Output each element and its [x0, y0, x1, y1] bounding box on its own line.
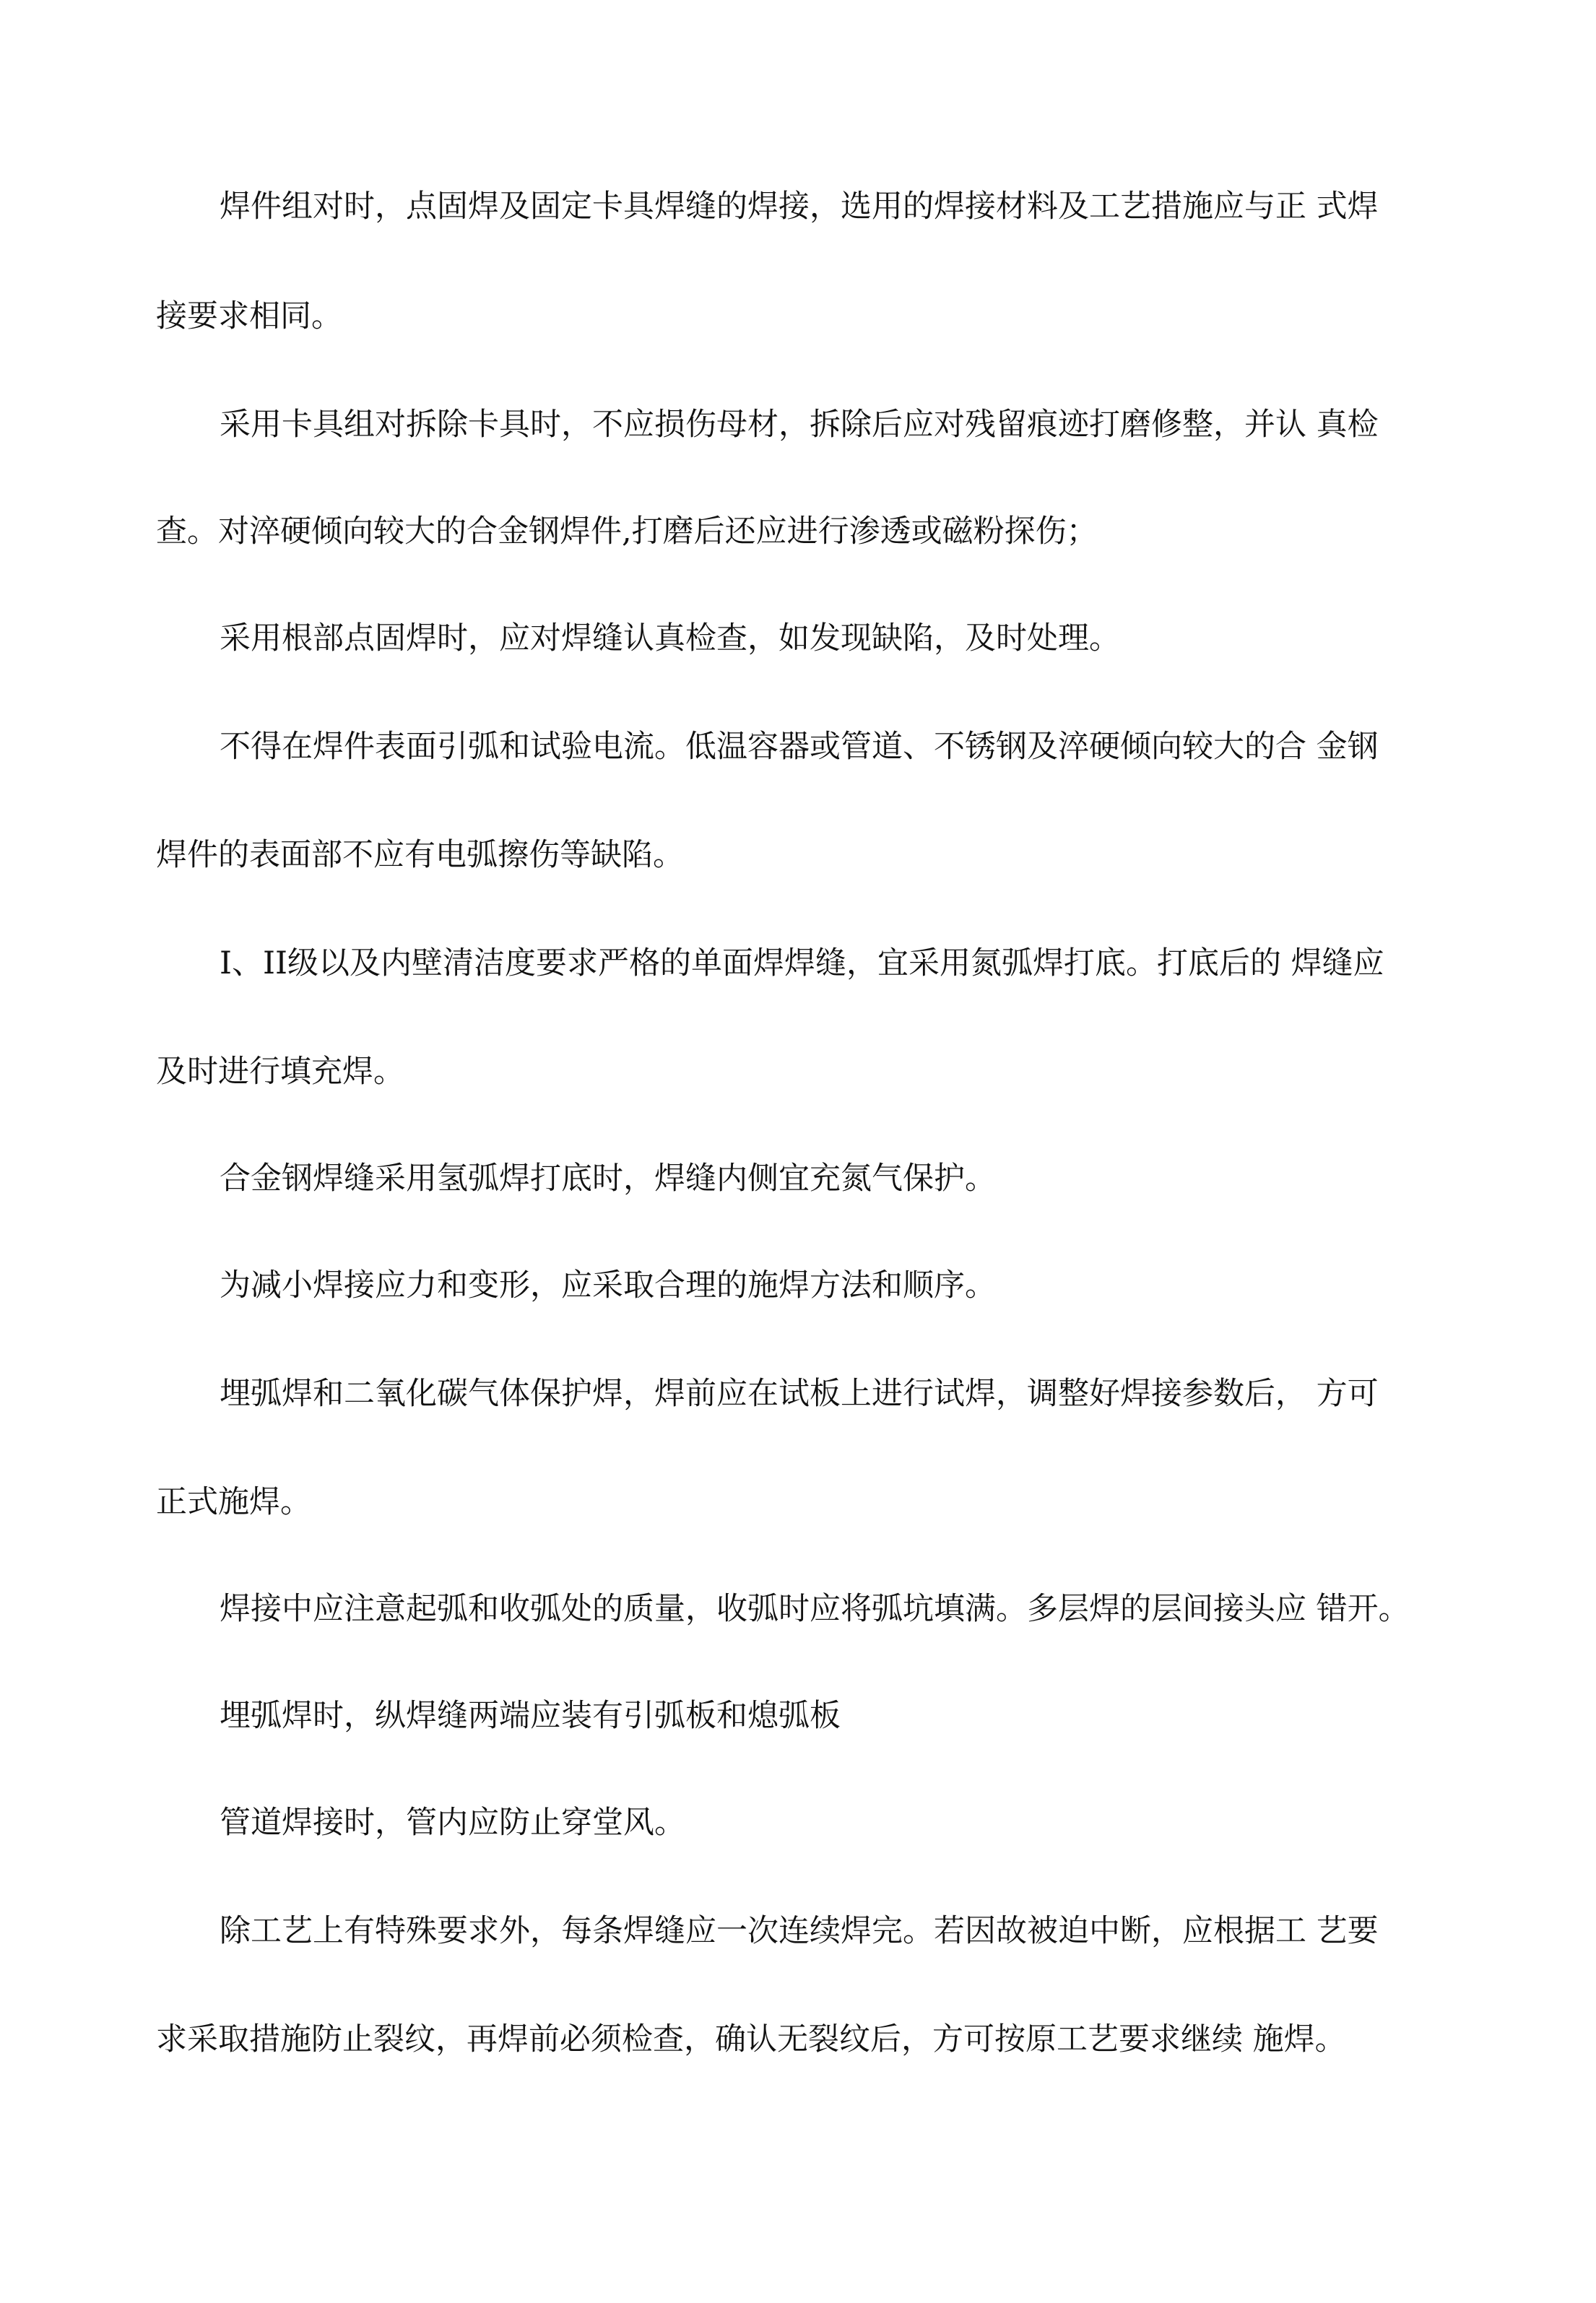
paragraph-1-line-2: 接要求相同。 — [156, 298, 342, 334]
paragraph-2-line-1: 采用卡具组对拆除卡具时，不应损伤母材，拆除后应对残留痕迹打磨修整，并认 真检 — [220, 407, 1379, 443]
paragraph-2-line-2: 查。对淬硬倾向较大的合金钢焊件,打磨后还应进行渗透或磁粉探伤； — [156, 513, 1098, 550]
paragraph-3-line-1: 采用根部点固焊时，应对焊缝认真检查，如发现缺陷，及时处理。 — [220, 620, 1120, 656]
paragraph-12-line-1: 除工艺上有特殊要求外，每条焊缝应一次连续焊完。若因故被迫中断，应根据工 艺要 — [220, 1913, 1379, 1949]
paragraph-8-line-1: 埋弧焊和二氧化碳气体保护焊，焊前应在试板上进行试焊，调整好焊接参数后， 方可 — [220, 1376, 1379, 1412]
paragraph-7-line-1: 为减小焊接应力和变形，应采取合理的施焊方法和顺序。 — [220, 1267, 996, 1304]
paragraph-6-line-1: 合金钢焊缝采用氢弧焊打底时，焊缝内侧宜充氮气保护。 — [220, 1161, 996, 1197]
paragraph-1-line-1: 焊件组对时，点固焊及固定卡具焊缝的焊接，选用的焊接材料及工艺措施应与正 式焊 — [220, 188, 1379, 225]
paragraph-11-line-1: 管道焊接时，管内应防止穿堂风。 — [220, 1805, 685, 1841]
paragraph-9-line-1: 焊接中应注意起弧和收弧处的质量，收弧时应将弧坑填满。多层焊的层间接头应 错开。 — [220, 1591, 1410, 1627]
paragraph-4-line-1: 不得在焊件表面引弧和试验电流。低温容器或管道、不锈钢及淬硬倾向较大的合 金钢 — [220, 729, 1379, 765]
paragraph-4-line-2: 焊件的表面部不应有电弧擦伤等缺陷。 — [156, 837, 684, 873]
paragraph-5-line-1: I、II级以及内壁清洁度要求严格的单面焊焊缝，宜采用氮弧焊打底。打底后的 焊缝应 — [220, 945, 1384, 981]
paragraph-10-line-1: 埋弧焊时，纵焊缝两端应装有引弧板和熄弧板 — [220, 1698, 841, 1734]
paragraph-5-line-2: 及时进行填充焊。 — [156, 1054, 404, 1090]
paragraph-12-line-2: 求采取措施防止裂纹，再焊前必须检查，确认无裂纹后，方可按原工艺要求继续 施焊。 — [156, 2021, 1346, 2057]
paragraph-8-line-2: 正式施焊。 — [156, 1484, 311, 1520]
